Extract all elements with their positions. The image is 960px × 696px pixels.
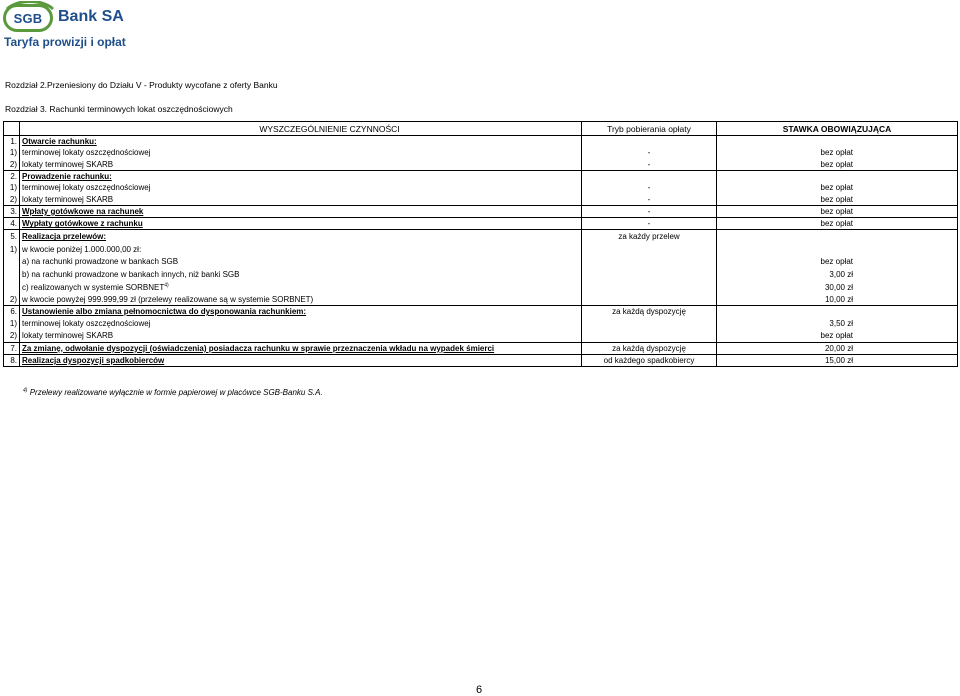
table-row: [4, 268, 958, 281]
table-row: [4, 193, 958, 205]
row-label: Prowadzenie rachunku:: [20, 170, 582, 182]
table-row: [4, 354, 958, 366]
table-row: [4, 230, 958, 244]
row-number: 8.: [4, 354, 20, 366]
row-label: Realizacja dyspozycji spadkobierców: [20, 354, 582, 366]
row-mode: [582, 243, 717, 254]
row-number: 2): [4, 294, 20, 306]
row-rate: bez opłat: [717, 330, 958, 342]
row-label: a) na rachunki prowadzone w bankach SGB: [20, 255, 582, 268]
row-label: lokaty terminowej SKARB: [20, 193, 582, 205]
row-rate: 15,00 zł: [717, 354, 958, 366]
footnote: [23, 388, 323, 397]
row-label: terminowej lokaty oszczędnościowej: [20, 182, 582, 193]
row-mode: [582, 317, 717, 330]
row-rate: 20,00 zł: [717, 342, 958, 354]
footnote-mark: 4): [23, 387, 28, 394]
row-mode: [582, 281, 717, 294]
row-rate: 10,00 zł: [717, 294, 958, 306]
row-mode: za każdą dyspozycję: [582, 342, 717, 354]
row-number: 2.: [4, 170, 20, 182]
row-mode: od każdego spadkobiercy: [582, 354, 717, 366]
bank-name: Bank SA: [58, 8, 124, 25]
row-rate: bez opłat: [717, 159, 958, 171]
page-number: 6: [476, 684, 483, 696]
row-label: terminowej lokaty oszczędnościowej: [20, 317, 582, 330]
row-rate: bez opłat: [717, 147, 958, 158]
row-mode: -: [582, 147, 717, 158]
row-rate: bez opłat: [717, 205, 958, 217]
row-number: 2): [4, 159, 20, 171]
row-number: 7.: [4, 342, 20, 354]
row-mode: [582, 268, 717, 281]
row-mode: -: [582, 218, 717, 230]
tariff-table: [3, 121, 958, 367]
row-rate: [717, 305, 958, 317]
table-row: [4, 255, 958, 268]
row-label: Otwarcie rachunku:: [20, 136, 582, 148]
row-mode: [582, 255, 717, 268]
row-mode: -: [582, 205, 717, 217]
row-label: lokaty terminowej SKARB: [20, 159, 582, 171]
chapter-2-heading: Rozdział 2.Przeniesiony do Działu V - Produkty wycofane z oferty Banku: [5, 80, 278, 90]
table-row: [4, 243, 958, 254]
row-rate: bez opłat: [717, 218, 958, 230]
row-number: 3.: [4, 205, 20, 217]
table-row: [4, 305, 958, 317]
table-row: [4, 294, 958, 306]
row-rate: 3,50 zł: [717, 317, 958, 330]
row-number: [4, 281, 20, 294]
table-row: [4, 218, 958, 230]
row-rate: [717, 230, 958, 244]
row-label: Wypłaty gotówkowe z rachunku: [20, 218, 582, 230]
row-label: w kwocie powyżej 999.999,99 zł (przelewy realizowane są w systemie SORBNET): [20, 294, 582, 306]
row-rate: 30,00 zł: [717, 281, 958, 294]
header-mode: Tryb pobierania opłaty: [582, 122, 717, 136]
row-number: 1): [4, 317, 20, 330]
row-mode: [582, 294, 717, 306]
row-label: Wpłaty gotówkowe na rachunek: [20, 205, 582, 217]
row-mode: za każdą dyspozycję: [582, 305, 717, 317]
row-label: b) na rachunki prowadzone w bankach innych, niż banki SGB: [20, 268, 582, 281]
row-label: Realizacja przelewów:: [20, 230, 582, 244]
row-number: [4, 268, 20, 281]
chapter-3-heading: Rozdział 3. Rachunki terminowych lokat oszczędnościowych: [5, 104, 233, 114]
row-mode: [582, 330, 717, 342]
table-row: [4, 330, 958, 342]
row-rate: [717, 136, 958, 148]
row-mode: [582, 170, 717, 182]
row-label: terminowej lokaty oszczędnościowej: [20, 147, 582, 158]
row-label: w kwocie poniżej 1.000.000,00 zł:: [20, 243, 582, 254]
row-number: 4.: [4, 218, 20, 230]
row-rate: [717, 170, 958, 182]
row-number: 1): [4, 182, 20, 193]
table-row: [4, 205, 958, 217]
bank-logo: [3, 4, 128, 32]
row-label: Ustanowienie albo zmiana pełnomocnictwa do dysponowania rachunkiem:: [20, 305, 582, 317]
document-title: Taryfa prowizji i opłat: [4, 35, 126, 49]
table-row: [4, 159, 958, 171]
row-mode: -: [582, 159, 717, 171]
row-number: 1.: [4, 136, 20, 148]
header-activity: WYSZCZEGÓLNIENIE CZYNNOŚCI: [20, 122, 582, 136]
row-number: 1): [4, 243, 20, 254]
row-mode: -: [582, 193, 717, 205]
table-header-row: [4, 122, 958, 136]
row-number: 6.: [4, 305, 20, 317]
logo-badge-text: SGB: [13, 10, 43, 26]
row-number: 5.: [4, 230, 20, 244]
row-rate: bez opłat: [717, 255, 958, 268]
row-label: Za zmianę, odwołanie dyspozycji (oświadczenia) posiadacza rachunku w sprawie przeznaczenia wkładu na wypadek śmierci: [20, 342, 582, 354]
table-row: [4, 136, 958, 148]
row-rate: bez opłat: [717, 193, 958, 205]
row-label: lokaty terminowej SKARB: [20, 330, 582, 342]
header-rate: STAWKA OBOWIĄZUJĄCA: [717, 122, 958, 136]
table-row: [4, 342, 958, 354]
row-rate: bez opłat: [717, 182, 958, 193]
row-mode: -: [582, 182, 717, 193]
table-row: [4, 281, 958, 294]
row-rate: [717, 243, 958, 254]
row-mode: [582, 136, 717, 148]
row-number: 1): [4, 147, 20, 158]
table-row: [4, 182, 958, 193]
table-row: [4, 147, 958, 158]
row-mode: za każdy przelew: [582, 230, 717, 244]
table-row: [4, 317, 958, 330]
footnote-ref: 4): [164, 282, 169, 289]
row-label: [20, 281, 582, 294]
row-number: 2): [4, 330, 20, 342]
row-rate: 3,00 zł: [717, 268, 958, 281]
footnote-text: Przelewy realizowane wyłącznie w formie papierowej w placówce SGB-Banku S.A.: [29, 388, 323, 397]
logo-badge: [3, 4, 53, 32]
row-label-text: c) realizowanych w systemie SORBNET: [22, 282, 165, 292]
table-row: [4, 170, 958, 182]
row-number: 2): [4, 193, 20, 205]
row-number: [4, 255, 20, 268]
